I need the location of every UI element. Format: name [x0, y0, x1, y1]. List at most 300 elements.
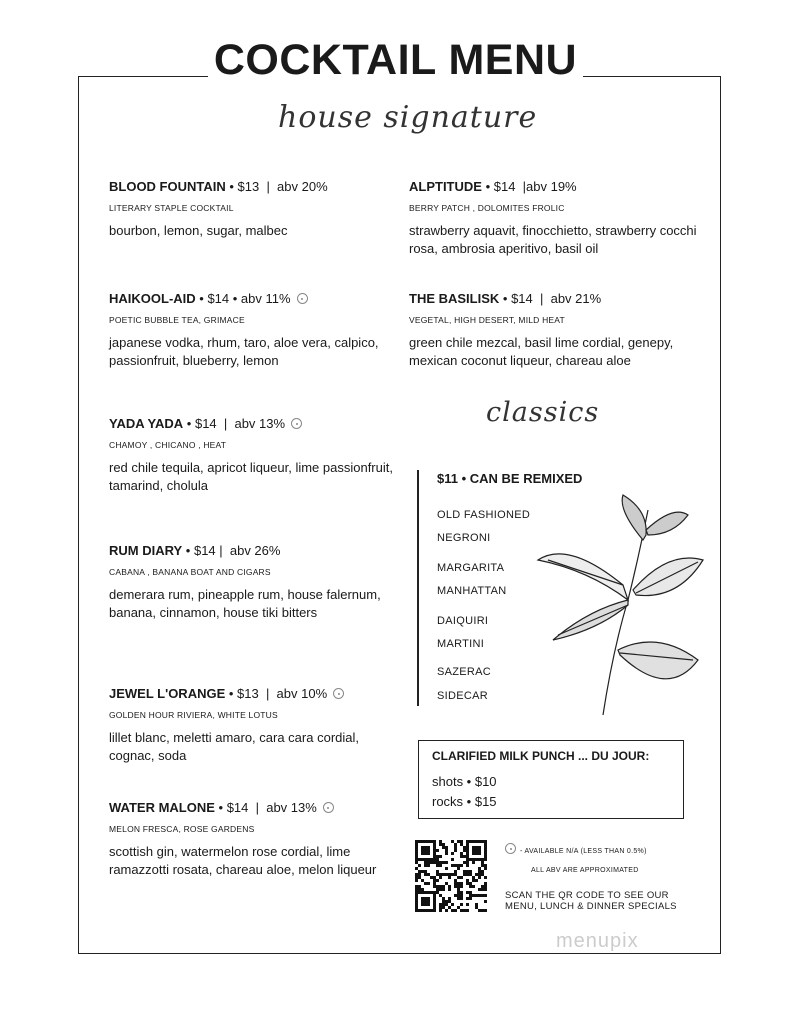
qr-module [466, 858, 469, 861]
qr-module [427, 909, 430, 912]
qr-module [433, 906, 436, 909]
qr-module [463, 909, 466, 912]
qr-module [457, 891, 460, 894]
na-available-icon [297, 293, 308, 304]
qr-module [478, 909, 481, 912]
qr-module [463, 873, 466, 876]
qr-module [415, 846, 418, 849]
qr-module [415, 879, 418, 882]
qr-module [484, 885, 487, 888]
classic-item: NEGRONI [437, 532, 491, 544]
qr-module [484, 855, 487, 858]
qr-module [466, 897, 469, 900]
cocktail-price-abv: • $14 | abv 13% [183, 416, 286, 431]
qr-module [481, 870, 484, 873]
qr-module [466, 903, 469, 906]
qr-module [457, 897, 460, 900]
cocktail-price-abv: • $13 | abv 20% [225, 179, 328, 194]
qr-module [472, 858, 475, 861]
qr-module [466, 909, 469, 912]
qr-module [445, 852, 448, 855]
qr-module [433, 891, 436, 894]
qr-module [484, 864, 487, 867]
qr-module [448, 888, 451, 891]
qr-module [469, 873, 472, 876]
classics-heading: classics [486, 397, 600, 428]
qr-module [424, 858, 427, 861]
qr-module [478, 888, 481, 891]
qr-module [451, 864, 454, 867]
cocktail-title [109, 179, 399, 194]
cocktail-price-abv: • $13 | abv 10% [225, 686, 328, 701]
qr-module [430, 909, 433, 912]
cocktail-ingredients: red chile tequila, apricot liqueur, lime passionfruit, tamarind, cholula [109, 460, 393, 493]
qr-module [442, 906, 445, 909]
qr-module [421, 870, 424, 873]
classic-item: MANHATTAN [437, 585, 507, 597]
qr-module [433, 879, 436, 882]
qr-module [427, 840, 430, 843]
classics-header: $11 • CAN BE REMIXED [437, 471, 583, 486]
qr-module [418, 876, 421, 879]
qr-module [463, 861, 466, 864]
qr-module [469, 891, 472, 894]
divider [417, 470, 419, 706]
qr-module [415, 885, 418, 888]
qr-module [442, 900, 445, 903]
qr-module [448, 897, 451, 900]
qr-module [478, 852, 481, 855]
na-icon [505, 843, 516, 854]
na-available-icon [323, 802, 334, 813]
qr-module [433, 840, 436, 843]
qr-module [424, 900, 427, 903]
qr-module [421, 900, 424, 903]
qr-module [457, 840, 460, 843]
qr-module [442, 846, 445, 849]
qr-module [418, 888, 421, 891]
qr-module [439, 840, 442, 843]
qr-module [460, 903, 463, 906]
qr-module [460, 894, 463, 897]
qr-module [439, 906, 442, 909]
qr-module [460, 852, 463, 855]
qr-module [484, 909, 487, 912]
qr-module [466, 840, 469, 843]
qr-module [445, 867, 448, 870]
cocktail-name: HAIKOOL-AID [109, 291, 196, 306]
na-available-icon [333, 688, 344, 699]
qr-module [478, 858, 481, 861]
qr-module [484, 867, 487, 870]
qr-module [475, 903, 478, 906]
qr-module [415, 867, 418, 870]
qr-module [454, 870, 457, 873]
qr-module [451, 909, 454, 912]
classic-item: OLD FASHIONED [437, 509, 531, 521]
qr-module [466, 882, 469, 885]
qr-module [463, 849, 466, 852]
cocktail-name: WATER MALONE [109, 800, 215, 815]
qr-module [427, 903, 430, 906]
qr-module [442, 888, 445, 891]
qr-module [457, 867, 460, 870]
qr-module [439, 888, 442, 891]
qr-module [430, 861, 433, 864]
qr-module [430, 840, 433, 843]
qr-module [424, 846, 427, 849]
qr-module [424, 909, 427, 912]
qr-module [469, 897, 472, 900]
qr-module [430, 858, 433, 861]
qr-module [424, 897, 427, 900]
qr-module [475, 894, 478, 897]
cocktail-name: THE BASILISK [409, 291, 500, 306]
qr-module [415, 840, 418, 843]
qr-module [454, 879, 457, 882]
qr-module [454, 885, 457, 888]
qr-module [484, 894, 487, 897]
page-title: COCKTAIL MENU [0, 36, 791, 85]
qr-module [415, 858, 418, 861]
cocktail-ingredients: lillet blanc, meletti amaro, cara cara cordial, cognac, soda [109, 730, 359, 763]
qr-module [439, 843, 442, 846]
qr-module [427, 897, 430, 900]
house-signature-heading: house signature [278, 100, 538, 135]
qr-module [421, 840, 424, 843]
qr-module [445, 900, 448, 903]
classic-item: SIDECAR [437, 690, 488, 702]
cocktail-ingredients: demerara rum, pineapple rum, house falernum, banana, cinnamon, house tiki bitters [109, 587, 381, 620]
qr-module [460, 843, 463, 846]
qr-module [475, 846, 478, 849]
cocktail-item [109, 800, 399, 879]
qr-module [415, 849, 418, 852]
qr-module [445, 849, 448, 852]
qr-module [415, 876, 418, 879]
classic-item: MARGARITA [437, 562, 505, 574]
cocktail-item [409, 291, 699, 370]
qr-module [427, 882, 430, 885]
cocktail-subtitle: LITERARY STAPLE COCKTAIL [109, 203, 234, 213]
qr-module [475, 873, 478, 876]
cocktail-price-abv: • $14 | abv 21% [499, 291, 602, 306]
qr-module [469, 840, 472, 843]
qr-module [415, 903, 418, 906]
qr-module [457, 888, 460, 891]
qr-module [436, 861, 439, 864]
qr-module [445, 861, 448, 864]
cocktail-subtitle: VEGETAL, HIGH DESERT, MILD HEAT [409, 315, 565, 325]
qr-module [484, 876, 487, 879]
qr-module [481, 888, 484, 891]
qr-module [436, 858, 439, 861]
qr-code[interactable] [415, 840, 487, 912]
qr-module [478, 873, 481, 876]
qr-module [481, 864, 484, 867]
qr-module [445, 873, 448, 876]
qr-module [481, 840, 484, 843]
qr-module [415, 894, 418, 897]
qr-module [421, 849, 424, 852]
qr-module [478, 840, 481, 843]
qr-module [430, 876, 433, 879]
cocktail-subtitle: MELON FRESCA, ROSE GARDENS [109, 824, 255, 834]
qr-module [484, 852, 487, 855]
qr-module [445, 882, 448, 885]
qr-module [448, 873, 451, 876]
qr-module [466, 843, 469, 846]
qr-module [439, 894, 442, 897]
qr-module [457, 885, 460, 888]
cocktail-name: ALPTITUDE [409, 179, 482, 194]
qr-module [433, 846, 436, 849]
qr-module [478, 849, 481, 852]
qr-module [433, 897, 436, 900]
qr-module [469, 885, 472, 888]
qr-module [460, 897, 463, 900]
qr-module [466, 849, 469, 852]
qr-module [466, 852, 469, 855]
na-legend: - AVAILABLE N/A (LESS THAN 0.5%) [505, 843, 647, 855]
qr-module [436, 873, 439, 876]
cocktail-subtitle: BERRY PATCH , DOLOMITES FROLIC [409, 203, 565, 213]
qr-module [439, 903, 442, 906]
qr-module [469, 882, 472, 885]
qr-module [421, 888, 424, 891]
qr-module [421, 852, 424, 855]
cocktail-item [109, 416, 399, 495]
qr-module [424, 852, 427, 855]
cocktail-name: RUM DIARY [109, 543, 183, 558]
qr-module [475, 906, 478, 909]
qr-module [433, 849, 436, 852]
qr-module [421, 909, 424, 912]
qr-module [448, 900, 451, 903]
qr-module [415, 906, 418, 909]
qr-module [421, 897, 424, 900]
qr-module [436, 849, 439, 852]
scan-note: SCAN THE QR CODE TO SEE OUR MENU, LUNCH & DINNER SPECIALS [505, 890, 677, 912]
cocktail-title [109, 543, 399, 558]
qr-module [427, 849, 430, 852]
qr-module [475, 852, 478, 855]
cocktail-item [109, 291, 399, 370]
qr-module [475, 840, 478, 843]
qr-module [472, 861, 475, 864]
qr-module [481, 885, 484, 888]
qr-module [478, 846, 481, 849]
qr-module [457, 882, 460, 885]
cocktail-title [109, 686, 399, 701]
qr-module [466, 873, 469, 876]
qr-module [463, 855, 466, 858]
qr-module [472, 840, 475, 843]
qr-module [481, 909, 484, 912]
cocktail-title [409, 179, 699, 194]
qr-module [439, 873, 442, 876]
qr-module [433, 876, 436, 879]
cocktail-name: YADA YADA [109, 416, 184, 431]
qr-module [424, 891, 427, 894]
qr-module [475, 849, 478, 852]
qr-module [418, 873, 421, 876]
qr-module [469, 894, 472, 897]
qr-module [436, 885, 439, 888]
qr-module [415, 852, 418, 855]
cocktail-title [409, 291, 699, 306]
cocktail-price-abv: • $14 | abv 26% [182, 543, 281, 558]
qr-module [466, 879, 469, 882]
qr-module [442, 873, 445, 876]
qr-module [427, 852, 430, 855]
qr-module [481, 858, 484, 861]
qr-module [445, 846, 448, 849]
qr-module [421, 903, 424, 906]
qr-module [445, 909, 448, 912]
qr-module [439, 855, 442, 858]
qr-module [433, 903, 436, 906]
qr-module [457, 864, 460, 867]
qr-module [478, 870, 481, 873]
qr-module [442, 861, 445, 864]
qr-module [451, 852, 454, 855]
cocktail-item [409, 179, 699, 258]
qr-module [469, 870, 472, 873]
qr-module [439, 864, 442, 867]
abv-note: ALL ABV ARE APPROXIMATED [531, 867, 639, 874]
cocktail-subtitle: GOLDEN HOUR RIVIERA, WHITE LOTUS [109, 710, 278, 720]
qr-module [439, 861, 442, 864]
qr-module [427, 858, 430, 861]
cocktail-title [109, 291, 399, 306]
qr-module [427, 861, 430, 864]
qr-module [460, 882, 463, 885]
classic-item: MARTINI [437, 638, 485, 650]
qr-module [451, 858, 454, 861]
cocktail-subtitle: POETIC BUBBLE TEA, GRIMACE [109, 315, 245, 325]
qr-module [424, 864, 427, 867]
qr-module [436, 879, 439, 882]
cocktail-item [109, 686, 399, 765]
qr-module [415, 888, 418, 891]
milk-punch-rocks: rocks • $15 [432, 794, 497, 809]
qr-module [427, 900, 430, 903]
qr-module [433, 894, 436, 897]
qr-module [466, 846, 469, 849]
qr-module [421, 846, 424, 849]
qr-module [457, 876, 460, 879]
qr-module [466, 855, 469, 858]
qr-module [466, 864, 469, 867]
qr-module [415, 909, 418, 912]
qr-module [457, 906, 460, 909]
qr-module [424, 903, 427, 906]
qr-module [424, 882, 427, 885]
qr-module [472, 852, 475, 855]
qr-module [433, 852, 436, 855]
qr-module [418, 864, 421, 867]
cocktail-ingredients: green chile mezcal, basil lime cordial, genepy, mexican coconut liqueur, chareau aloe [409, 335, 674, 368]
qr-module [481, 894, 484, 897]
qr-module [418, 909, 421, 912]
qr-module [472, 849, 475, 852]
qr-module [445, 903, 448, 906]
qr-module [469, 858, 472, 861]
qr-module [448, 906, 451, 909]
qr-module [421, 891, 424, 894]
qr-module [466, 861, 469, 864]
qr-module [451, 873, 454, 876]
qr-module [424, 840, 427, 843]
qr-module [481, 861, 484, 864]
qr-module [424, 870, 427, 873]
cocktail-ingredients: japanese vodka, rhum, taro, aloe vera, calpico, passionfruit, blueberry, lemon [109, 335, 379, 368]
qr-module [427, 846, 430, 849]
qr-module [418, 891, 421, 894]
qr-module [484, 858, 487, 861]
qr-module [427, 864, 430, 867]
qr-module [484, 840, 487, 843]
na-available-icon [291, 418, 302, 429]
classic-item: SAZERAC [437, 666, 492, 678]
qr-module [478, 894, 481, 897]
qr-module [475, 858, 478, 861]
qr-module [478, 876, 481, 879]
qr-module [460, 909, 463, 912]
qr-module [472, 876, 475, 879]
qr-module [427, 873, 430, 876]
qr-module [454, 846, 457, 849]
qr-module [457, 894, 460, 897]
cocktail-subtitle: CHAMOY , CHICANO , HEAT [109, 440, 227, 450]
qr-module [454, 882, 457, 885]
qr-module [433, 855, 436, 858]
qr-module [415, 843, 418, 846]
qr-module [472, 846, 475, 849]
qr-module [442, 903, 445, 906]
cocktail-title [109, 416, 399, 431]
qr-module [439, 885, 442, 888]
cocktail-title [109, 800, 399, 815]
qr-module [433, 858, 436, 861]
qr-module [436, 855, 439, 858]
cocktail-ingredients: bourbon, lemon, sugar, malbec [109, 223, 288, 238]
basil-illustration [528, 490, 708, 720]
qr-module [439, 876, 442, 879]
cocktail-subtitle: CABANA , BANANA BOAT AND CIGARS [109, 567, 271, 577]
qr-module [436, 864, 439, 867]
qr-module [415, 855, 418, 858]
qr-module [421, 858, 424, 861]
cocktail-item [109, 543, 399, 622]
qr-module [466, 891, 469, 894]
qr-module [433, 885, 436, 888]
qr-module [439, 909, 442, 912]
qr-module [418, 840, 421, 843]
qr-module [433, 843, 436, 846]
qr-module [484, 843, 487, 846]
qr-module [448, 876, 451, 879]
qr-module [436, 891, 439, 894]
qr-module [484, 849, 487, 852]
qr-module [460, 855, 463, 858]
qr-module [415, 861, 418, 864]
qr-module [454, 849, 457, 852]
milk-punch-box [418, 740, 684, 819]
qr-module [454, 873, 457, 876]
qr-module [484, 888, 487, 891]
